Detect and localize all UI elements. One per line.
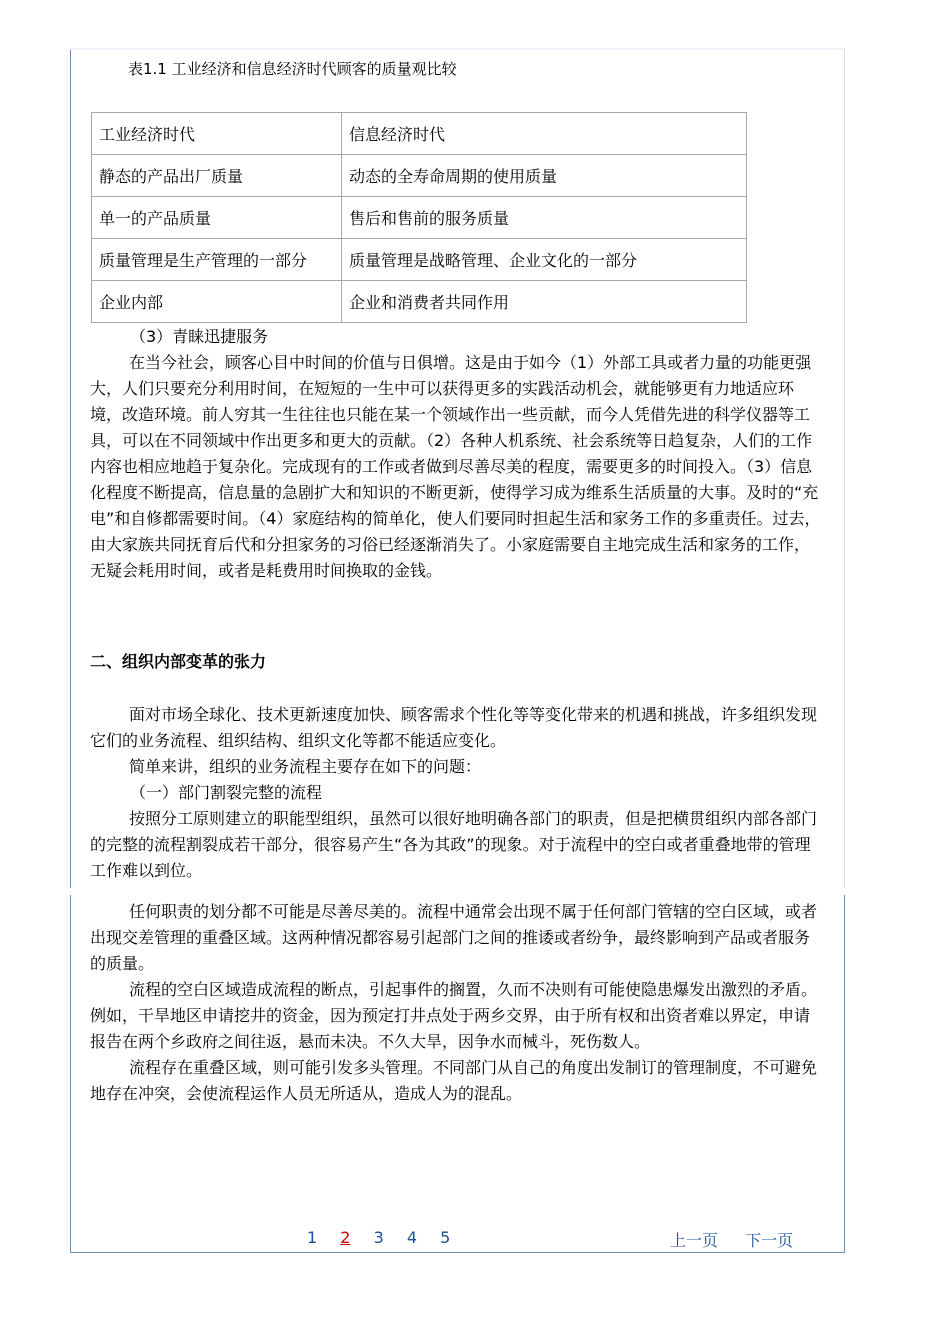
paragraph: 流程的空白区域造成流程的断点，引起事件的搁置，久而不决则有可能使隐患爆发出激烈的矛盾。例如，干旱地区申请挖井的资金，因为预定打井点处于两乡交界，由于所有权和出资者难以界定，申请报告在两个乡政府之间往返，悬而未决。不久大旱，因争水而械斗，死伤数人。 bbox=[90, 980, 818, 1051]
table-cell: 工业经济时代 bbox=[92, 113, 342, 155]
table-cell: 信息经济时代 bbox=[342, 113, 747, 155]
table-cell: 质量管理是战略管理、企业文化的一部分 bbox=[342, 239, 747, 281]
table-cell: 静态的产品出厂质量 bbox=[92, 155, 342, 197]
page-number-links bbox=[307, 1228, 468, 1247]
table-cell: 企业和消费者共同作用 bbox=[342, 281, 747, 323]
page-link-1[interactable]: 1 bbox=[307, 1228, 318, 1247]
prev-next-links bbox=[670, 1228, 793, 1251]
page-link-3[interactable]: 3 bbox=[373, 1228, 384, 1247]
page-link-4[interactable]: 4 bbox=[406, 1228, 418, 1247]
table-cell: 单一的产品质量 bbox=[92, 197, 342, 239]
page-two-content bbox=[90, 899, 825, 1107]
frame-top-edge bbox=[70, 48, 843, 50]
quality-comparison-table bbox=[91, 112, 747, 323]
paragraph: 简单来讲，组织的业务流程主要存在如下的问题： bbox=[129, 757, 482, 776]
table-cell: 质量管理是生产管理的一部分 bbox=[92, 239, 342, 281]
table-row bbox=[92, 239, 747, 281]
table-row bbox=[92, 197, 747, 239]
section-heading: 二、组织内部变革的张力 bbox=[90, 652, 267, 671]
table-cell: 动态的全寿命周期的使用质量 bbox=[342, 155, 747, 197]
table-row bbox=[92, 113, 747, 155]
section-quick-service bbox=[90, 324, 825, 584]
table-cell: 售后和售前的服务质量 bbox=[342, 197, 747, 239]
paragraph: 任何职责的划分都不可能是尽善尽美的。流程中通常会出现不属于任何部门管辖的空白区域，或者出现交差管理的重叠区域。这两种情况都容易引起部门之间的推诿或者纷争，最终影响到产品或者服务的质量。 bbox=[90, 902, 818, 973]
paragraph: 流程存在重叠区域，则可能引发多头管理。不同部门从自己的角度出发制订的管理制度，不可避免地存在冲突，会使流程运作人员无所适从，造成人为的混乱。 bbox=[90, 1058, 818, 1103]
section-org-change bbox=[90, 702, 825, 884]
table-cell: 企业内部 bbox=[92, 281, 342, 323]
subsection-title: （3）青睐迅捷服务 bbox=[130, 327, 269, 346]
prev-page-link[interactable]: 上一页 bbox=[670, 1231, 719, 1250]
table-caption: 表1.1 工业经济和信息经济时代顾客的质量观比较 bbox=[128, 60, 457, 78]
paragraph: 面对市场全球化、技术更新速度加快、顾客需求个性化等等变化带来的机遇和挑战，许多组织发现它们的业务流程、组织结构、组织文化等都不能适应变化。 bbox=[90, 705, 818, 750]
subsection-title: （一）部门割裂完整的流程 bbox=[130, 783, 323, 802]
paragraph: 在当今社会，顾客心目中时间的价值与日俱增。这是由于如今（1）外部工具或者力量的功能更强大，人们只要充分利用时间，在短短的一生中可以获得更多的实践活动机会，就能够更有力地适应环境，改造环境。前人穷其一生往往也只能在某一个领域作出一些贡献，而今人凭借先进的科学仪器等工具，可以在不同领域中作出更多和更大的贡献。（2）各种人机系统、社会系统等日趋复杂，人们的工作内容也相应地趋于复杂化。完成现有的工作或者做到尽善尽美的程度，需要更多的时间投入。（3）信息化程度不断提高，信息量的急剧扩大和知识的不断更新，使得学习成为维系生活质量的大事。及时的“充电”和自修都需要时间。（4）家庭结构的简单化，使人们要同时担起生活和家务工作的多重责任。过去，由大家族共同抚育后代和分担家务的习俗已经逐渐消失了。小家庭需要自主地完成生活和家务的工作，无疑会耗用时间，或者是耗费用时间换取的金钱。 bbox=[90, 353, 821, 580]
page-link-2-current[interactable]: 2 bbox=[340, 1228, 351, 1247]
page-link-5[interactable]: 5 bbox=[440, 1228, 451, 1247]
paragraph: 按照分工原则建立的职能型组织，虽然可以很好地明确各部门的职责，但是把横贯组织内部各部门的完整的流程割裂成若干部分，很容易产生“各为其政”的现象。对于流程中的空白或者重叠地带的管理工作难以到位。 bbox=[90, 809, 818, 880]
next-page-link[interactable]: 下一页 bbox=[745, 1231, 794, 1250]
table-row bbox=[92, 155, 747, 197]
table-row bbox=[92, 281, 747, 323]
